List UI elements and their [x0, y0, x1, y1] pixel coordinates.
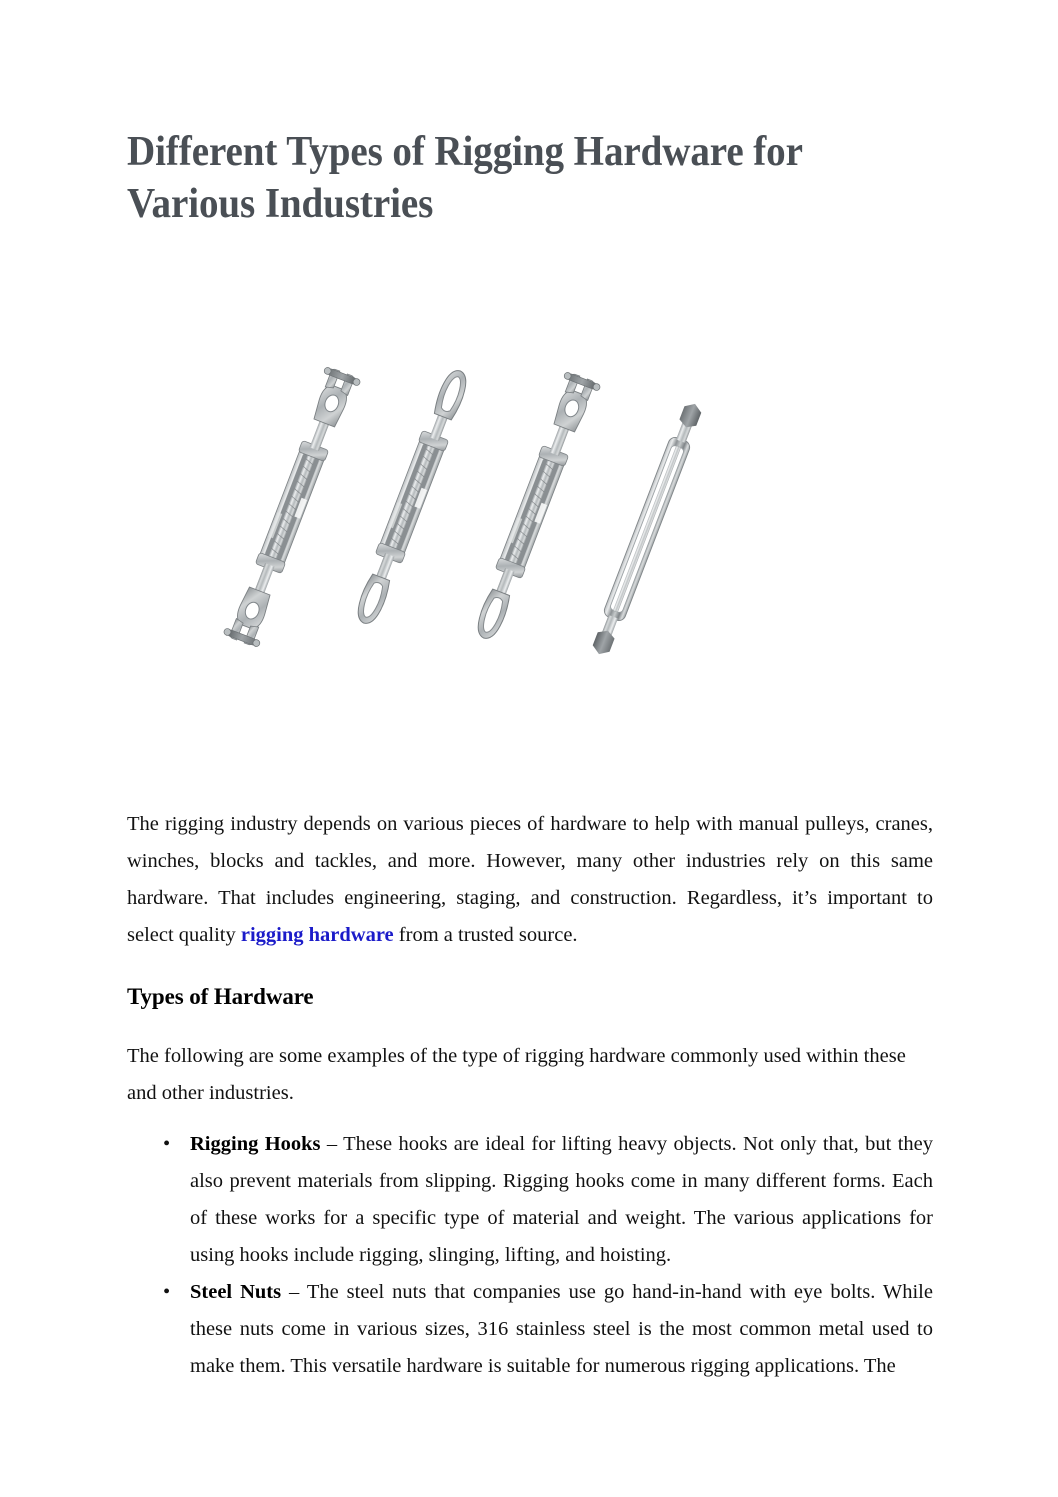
intro-text-before-link: The rigging industry depends on various pieces of hardware to help with manual pulleys, cranes, winches, blocks and tackles, and more. However, many other industries rely on this same hardware. That includes engineering, staging, and construction. Regardless, it’s important to select quality: [127, 813, 933, 946]
bullet-marker-icon: •: [163, 1133, 171, 1155]
list-item: [127, 1126, 933, 1274]
turnbuckle-jaw-jaw: [223, 366, 361, 648]
section-heading-types-of-hardware: Types of Hardware: [127, 984, 314, 1009]
turnbuckle-jaw-eye: [466, 371, 601, 645]
turnbuckle-eye-eye: [351, 366, 474, 628]
list-item-term: Rigging Hooks: [190, 1133, 321, 1155]
turnbuckle-stud-rod: [589, 400, 706, 657]
page-title: Different Types of Rigging Hardware for Various Industries: [127, 129, 803, 227]
list-item-body: – The steel nuts that companies use go hand-in-hand with eye bolts. While these nuts come in various sizes, 316 stainless steel is the most common metal used to make them. This versatile hardware is suitable for numerous rigging applications. The: [190, 1281, 933, 1377]
turnbuckle-illustration: [207, 357, 737, 657]
list-item-body: – These hooks are ideal for lifting heavy objects. Not only that, but they also prevent materials from slipping. Rigging hooks come in many different forms. Each of these works for a specific type of material and weight. The various applications for using hooks include rigging, slinging, lifting, and hoisting.: [190, 1133, 934, 1266]
intro-text-after-link: from a trusted source.: [393, 924, 578, 946]
hero-image: [127, 252, 933, 788]
rigging-hardware-link[interactable]: rigging hardware: [240, 924, 394, 946]
hardware-type-list: [127, 1112, 933, 1385]
turnbuckle-svg: [207, 357, 737, 657]
section-lead-paragraph: The following are some examples of the type of rigging hardware commonly used within these and other industries.: [127, 1045, 906, 1104]
page-content: [127, 0, 933, 1385]
list-item-term: Steel Nuts: [190, 1281, 282, 1303]
list-item: [127, 1274, 933, 1385]
intro-paragraph: [127, 788, 933, 954]
bullet-marker-icon: •: [163, 1281, 171, 1303]
